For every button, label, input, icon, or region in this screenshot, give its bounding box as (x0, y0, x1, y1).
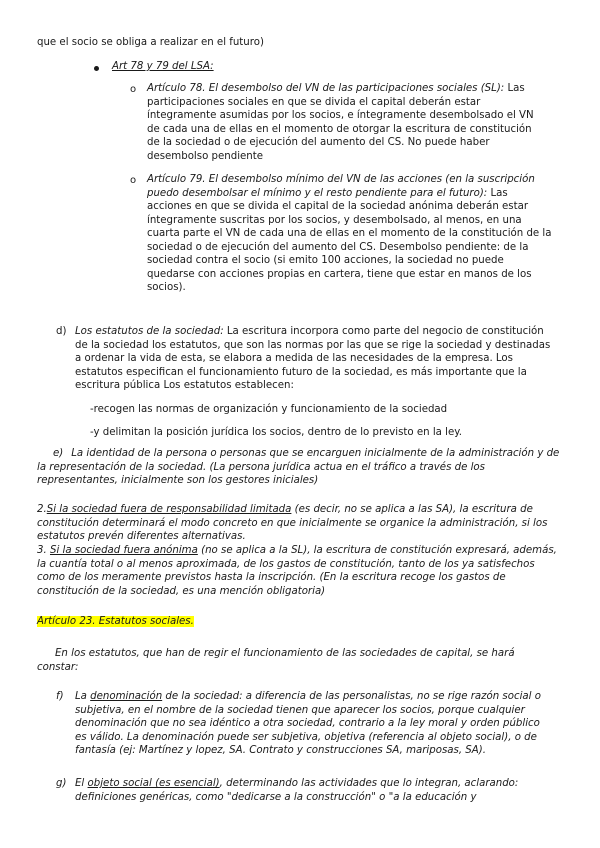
item-f-pre: La (75, 691, 87, 702)
article-23-heading (37, 615, 194, 629)
item-g-marker: g) (56, 778, 67, 789)
statutes-intro-text: En los estatutos, que han de regir el funcionamiento de las sociedades de capital, se hará constar: (37, 648, 515, 673)
statutes-intro (37, 647, 559, 674)
item-d (75, 325, 553, 393)
article-79-body: Las acciones en que se divida el capital de la sociedad anónima deberán estar íntegramente suscritas por los socios, y desembolsado, al menos, en una cuarta parte el VN de cada una de ellas en el momento de la constitución de la sociedad o de ejecución del aumento del CS. Desembolso pendiente: de la sociedad contra el socio (si emito 100 acciones, la sociedad no puede quedarse con acciones propias en cartera, tiene que estar en manos de los socios). (147, 187, 552, 293)
article-78 (147, 82, 547, 163)
item-g (75, 777, 553, 804)
item-e-marker: e) (53, 448, 64, 459)
item-d-title: Los estatutos de la sociedad: (75, 326, 224, 337)
item-d-body: La escritura incorpora como parte del negocio de constitución de la sociedad los estatutos, que son las normas por las que se rige la sociedad y destinadas a ordenar la vida de esta, se elabora a medida de las necesidades de la empresa. Los estatutos especifican el funcionamiento futuro de la sociedad, es más importante que la escritura pública Los estatutos establecen: (75, 326, 551, 391)
article-78-body: Las participaciones sociales en que se divida el capital deberán estar íntegramente asumidas por los socios, e íntegramente desembolsado el VN de cada una de ellas en el momento de otorgar la escritura de constitución de la sociedad o de ejecución del aumento del CS. No puede haber desembolso pendiente (147, 83, 534, 162)
item-g-text: , determinando las actividades que lo integran, aclarando: definiciones genéricas, como "dedicarse a la construcción" o "a la educación y (75, 778, 519, 803)
item-2-lead: Si la sociedad fuera de responsabilidad limitada (46, 504, 292, 515)
circle-bullet-icon: o (130, 84, 137, 95)
item-f-text: de la sociedad: a diferencia de las personalistas, no se rige razón social o subjetiva, en el nombre de la sociedad tienen que aparecer los socios, porque cualquier denominación que no sea idéntico a otra sociedad, contrario a la ley moral y orden público es válido. La denominación puede ser subjetiva, objetiva (referencia al objeto social), o de fantasía (ej: Martínez y lopez, SA. Contrato y construcciones SA, mariposas, SA). (75, 691, 541, 756)
item-f-marker: f) (56, 691, 64, 702)
item-f-term: denominación (90, 691, 163, 702)
item-e-text: La identidad de la persona o personas que se encarguen inicialmente de la administración y de la representación de la sociedad. (La persona jurídica actua en el tráfico a través de los representantes, inicialmente son los gestores iniciales) (37, 448, 560, 486)
item-2-number: 2. (37, 504, 47, 515)
item-2 (37, 503, 559, 544)
item-g-pre: El (75, 778, 85, 789)
article-23-heading-text: Artículo 23. Estatutos sociales. (37, 616, 194, 627)
bullet-heading: Art 78 y 79 del LSA: (112, 61, 214, 72)
article-79-title: Artículo 79. El desembolso mínimo del VN de las acciones (en la suscripción puedo desembolsar el mínimo y el resto pendiente para el futuro): (147, 174, 535, 199)
item-f (75, 690, 553, 758)
item-3-text: (no se aplica a la SL), la escritura de constitución expresará, además, la cuantía total o al menos aproximada, de los gastos de constitución, tanto de los ya satisfechos como de los meramente previstos hasta la inscripción. (En la escritura recoge los gastos de constitución de la sociedad, es una mención obligatoria) (37, 545, 557, 597)
item-3 (37, 544, 559, 598)
item-3-lead: Si la sociedad fuera anónima (49, 545, 198, 556)
item-e (37, 447, 565, 488)
item-g-term: objeto social (es esencial) (87, 778, 220, 789)
item-2-text: (es decir, no se aplica a las SA), la escritura de constitución determinará el modo concreto en que inicialmente se organice la administración, si los estatutos prevén diferentes alternativas. (37, 504, 548, 542)
article-78-title: Artículo 78. El desembolso del VN de las participaciones sociales (SL): (147, 83, 505, 94)
item-d-sub1: -recogen las normas de organización y funcionamiento de la sociedad (90, 404, 448, 415)
circle-bullet-icon: o (130, 175, 137, 186)
item-d-marker: d) (56, 326, 67, 337)
item-3-number: 3. (37, 545, 47, 556)
article-79 (147, 173, 552, 295)
item-d-sub2: -y delimitan la posición jurídica los socios, dentro de lo previsto en la ley. (90, 427, 463, 438)
continuation-line: que el socio se obliga a realizar en el futuro) (37, 37, 264, 48)
bullet-icon (94, 66, 99, 71)
